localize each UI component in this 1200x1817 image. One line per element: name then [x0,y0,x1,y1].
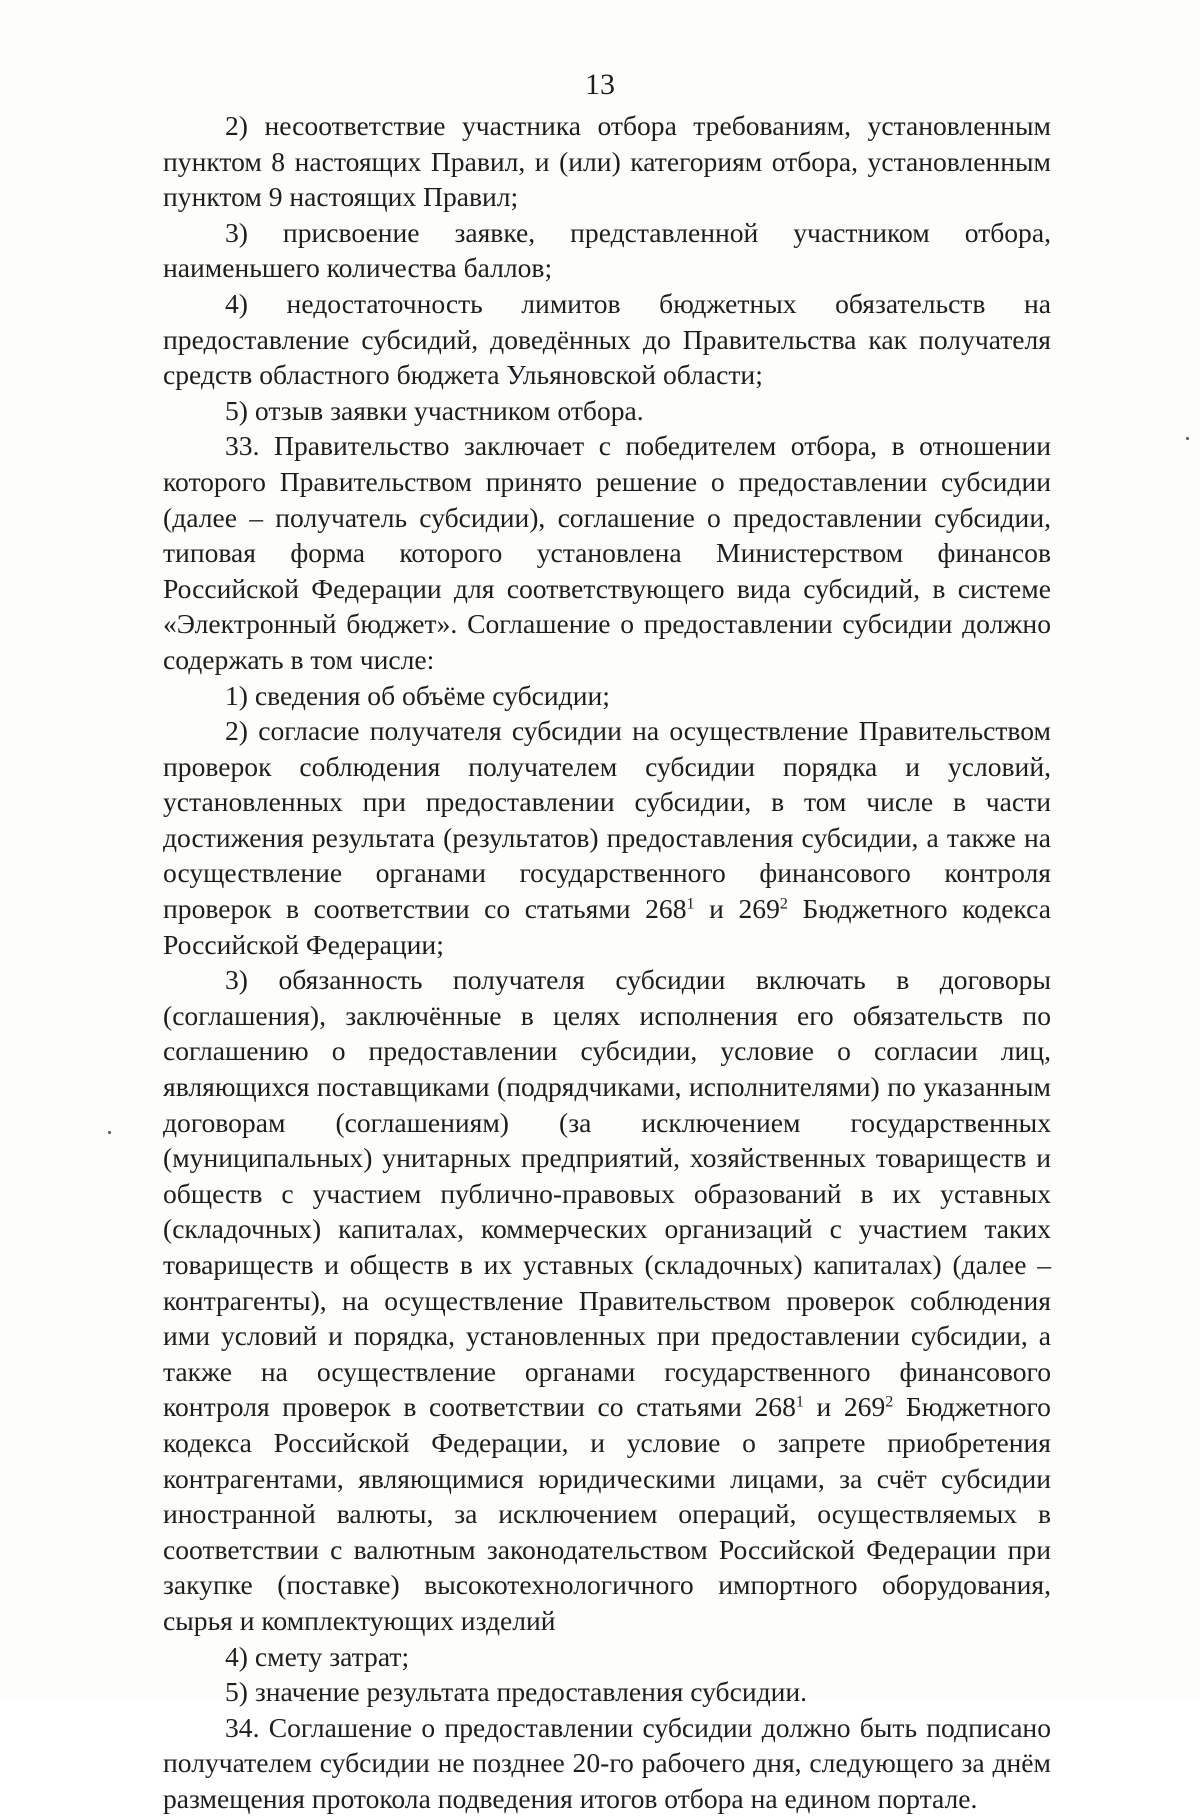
paragraph-clause-33-item-3 [163,962,1051,1638]
paragraph-clause-33: 33. Правительство заключает с победителем отбора, в отношении которого Правительством принято решение о предоставлении субсидии (далее – получатель субсидии), соглашение о предоставлении субсидии, типовая форма которого установлена Министерством финансов Российской Федерации для соответствующего вида субсидий, в системе «Электронный бюджет». Соглашение о предоставлении субсидии должно содержать в том числе: [163,430,1051,675]
paragraph-rejection-reason-2: 2) несоответствие участника отбора требованиям, установленным пунктом 8 настоящих Правил, и (или) категориям отбора, установленным пунктом 9 настоящих Правил; [163,110,1051,213]
paragraph-clause-34: 34. Соглашение о предоставлении субсидии должно быть подписано получателем субсидии не позднее 20-го рабочего дня, следующего за днём размещения протокола подведения итогов отбора на едином портале. [163,1711,1051,1814]
document-body [163,108,1051,1817]
superscript: 1 [686,895,695,913]
paragraph-rejection-reason-5: 5) отзыв заявки участником отбора. [225,394,644,426]
paragraph-clause-33-item-4: 4) смету затрат; [225,1640,410,1672]
paragraph-clause-33-item-1: 1) сведения об объёме субсидии; [225,679,610,711]
page-number: 13 [585,68,615,101]
clause-33-item-2-text-mid: и 269 [694,893,780,925]
clause-33-item-3-text-end: Бюджетного кодекса Российской Федерации, и условие о запрете приобретения контрагентами, являющимися юридическими лицами, за счёт субсидии иностранной валюты, за исключением операций, осуществляемых в соответствии с валютным законодательством Российской Федерации при закупке (поставке) высокотехнологичного импортного оборудования, сырья и комплектующих изделий [163,1391,1051,1636]
superscript: 2 [885,1393,894,1411]
clause-33-item-2-text: 2) согласие получателя субсидии на осуществление Правительством проверок соблюдения получателем субсидии порядка и условий, установленных при предоставлении субсидии, в том числе в части достижения результата (результатов) предоставления субсидии, а также на осуществление органами государственного финансового контроля проверок в соответствии со статьями 268 [163,715,1051,925]
paragraph-rejection-reason-3: 3) присвоение заявке, представленной участником отбора, наименьшего количества баллов; [163,216,1051,284]
clause-33-item-3-text-mid: и 269 [803,1391,886,1423]
superscript: 2 [779,895,788,913]
scan-speck [108,1131,111,1134]
clause-33-item-3-text: 3) обязанность получателя субсидии включать в договоры (соглашения), заключённые в целях исполнения его обязательств по соглашению о предоставлении субсидии, условие о согласии лиц, являющихся поставщиками (подрядчиками, исполнителями) по указанным договорам (соглашениям) (за исключением государственных (муниципальных) унитарных предприятий, хозяйственных товариществ и обществ с участием публично-правовых образований в их уставных (складочных) капиталах, коммерческих организаций с участием таких товариществ и обществ в их уставных (складочных) капиталах) (далее – контрагенты), на осуществление Правительством проверок соблюдения ими условий и порядка, установленных при предоставлении субсидии, а также на осуществление органами государственного финансового контроля проверок в соответствии со статьями 268 [163,964,1051,1423]
superscript: 1 [795,1393,804,1411]
paragraph-rejection-reason-4: 4) недостаточность лимитов бюджетных обязательств на предоставление субсидий, доведённых до Правительства как получателя средств областного бюджета Ульяновской области; [163,287,1051,391]
paragraph-clause-33-item-2 [163,713,1051,962]
scan-speck [1186,437,1189,440]
clause-33-item-2-text-end: Бюджетного кодекса Российской Федерации; [163,893,1051,960]
paragraph-clause-33-item-5: 5) значение результата предоставления субсидии. [225,1676,808,1708]
